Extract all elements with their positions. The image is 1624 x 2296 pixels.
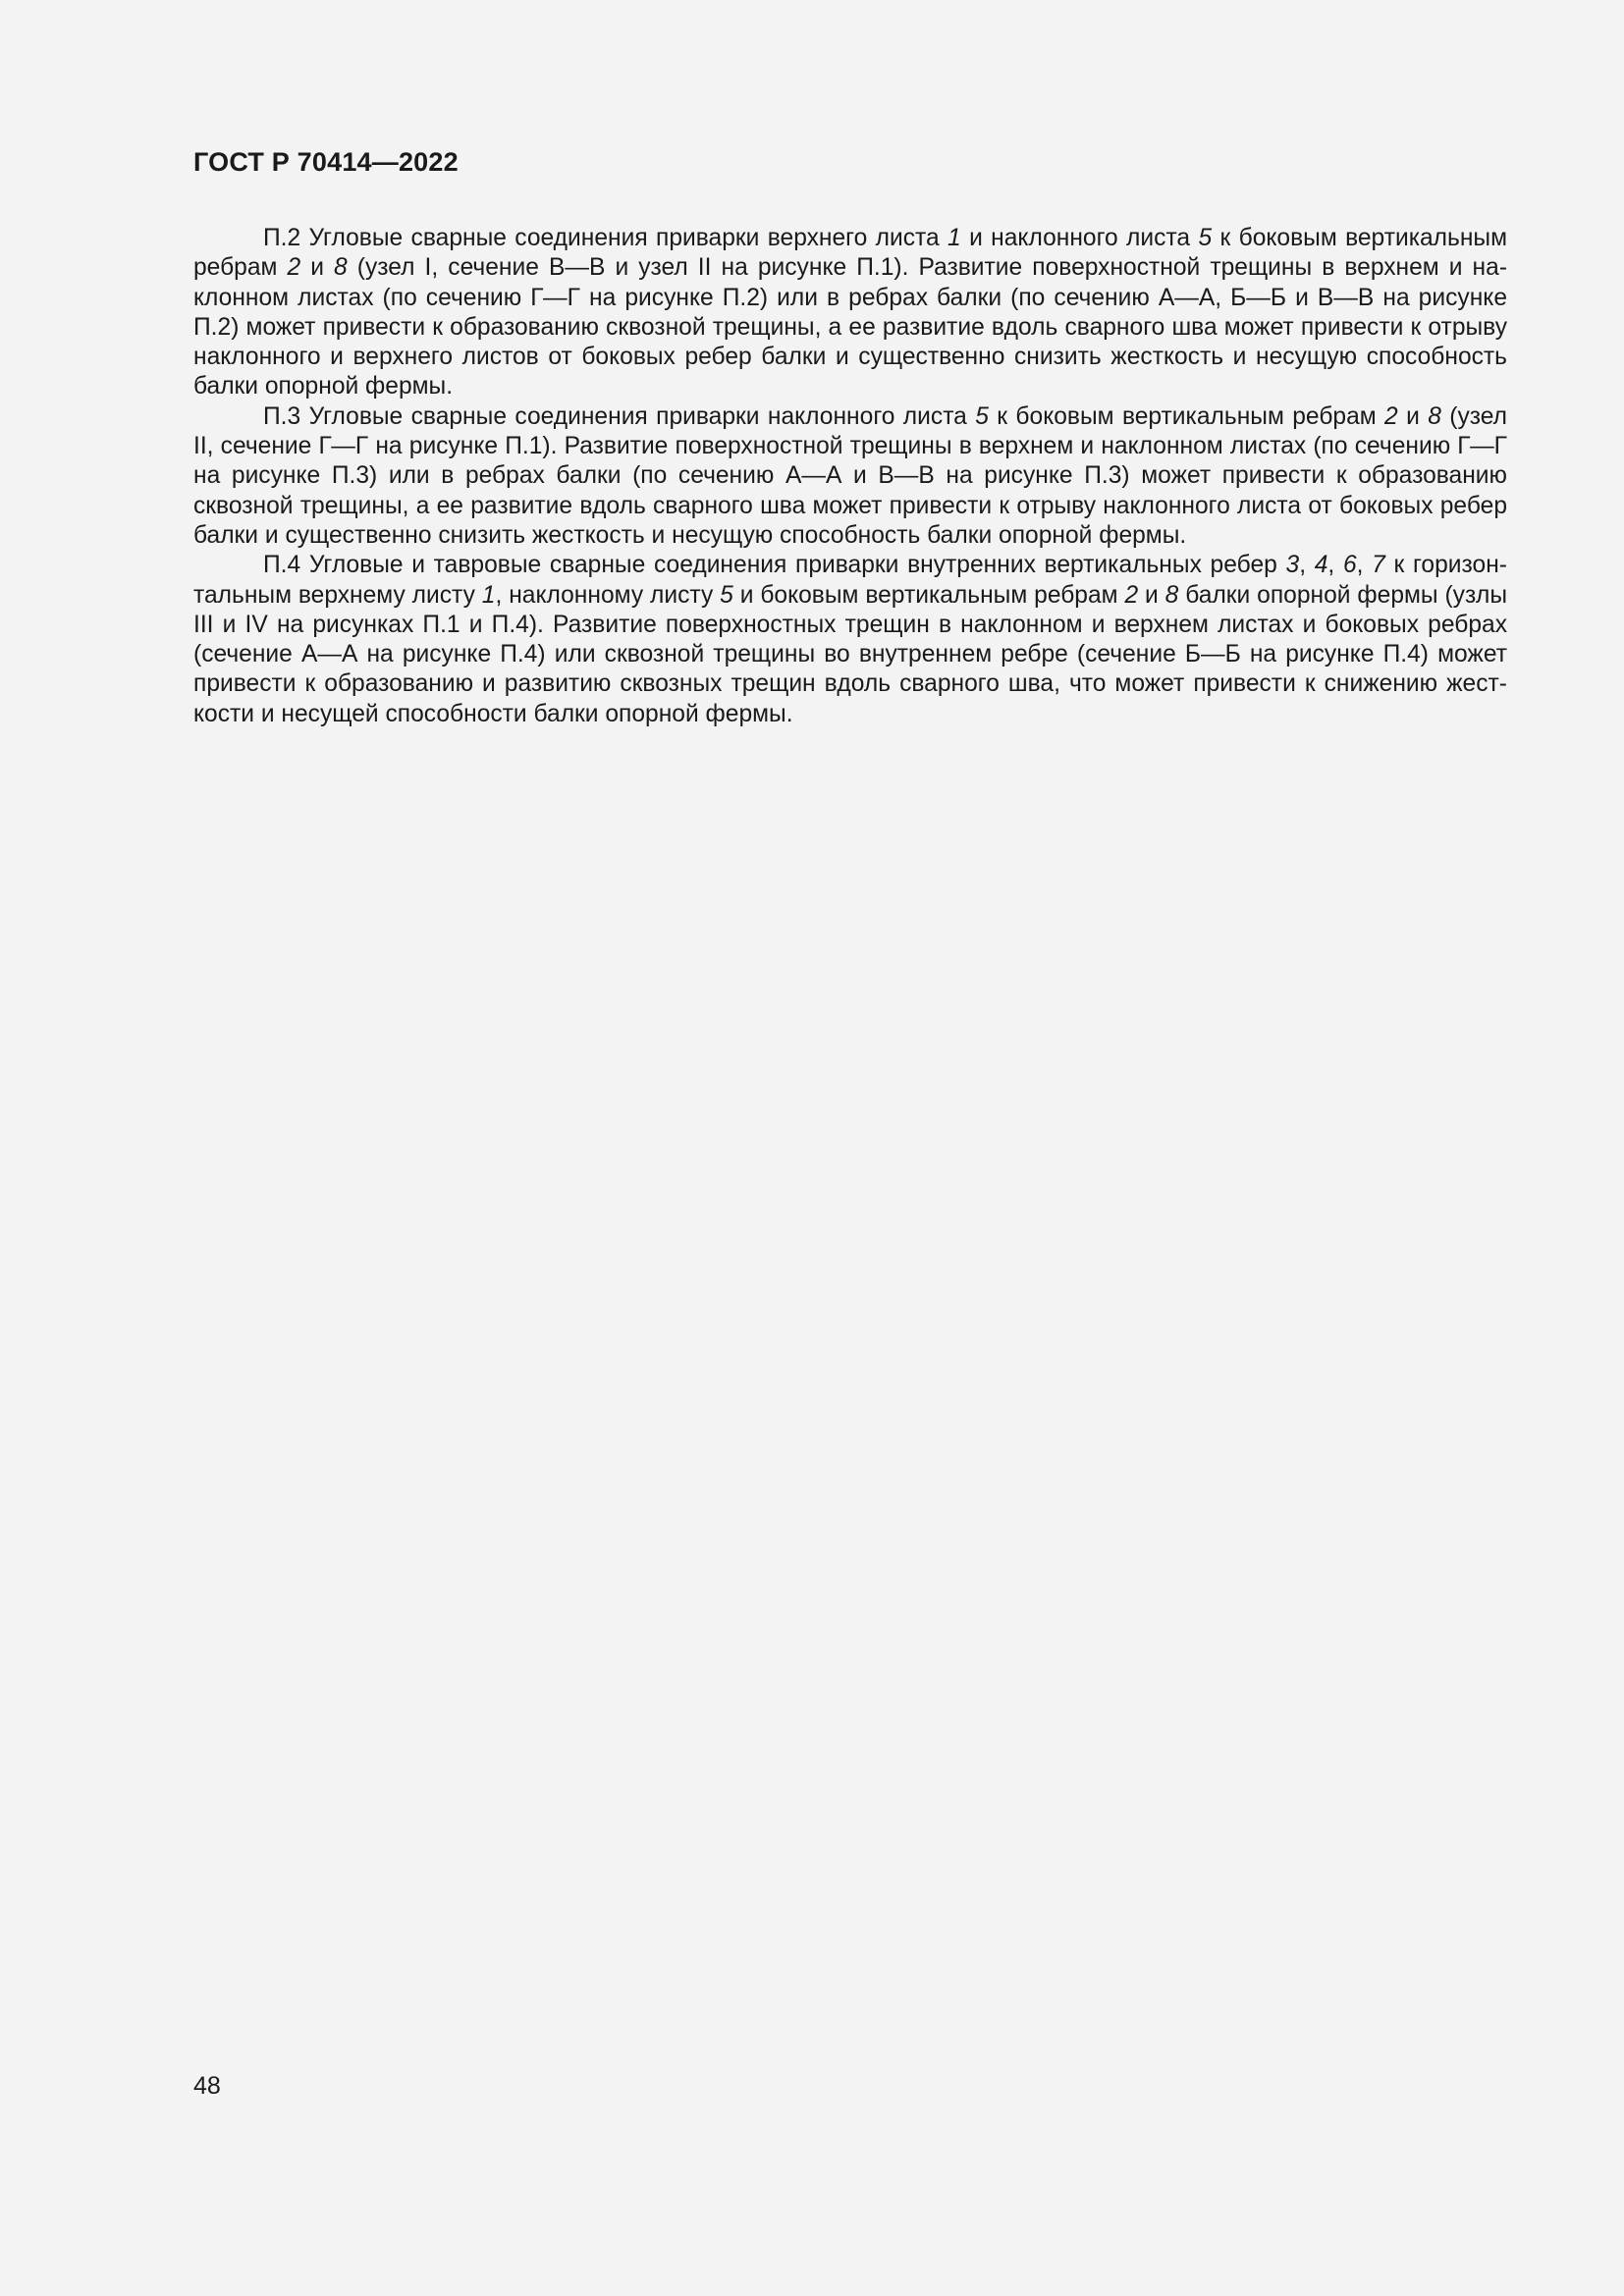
- page-number: 48: [193, 2072, 221, 2100]
- text-segment: и: [1138, 581, 1165, 609]
- reference-numeral: 2: [1124, 581, 1139, 609]
- reference-numeral: 2: [287, 254, 301, 282]
- reference-numeral: 7: [1372, 552, 1385, 579]
- text-segment: (узел I, сечение В—В и узел II на рисунке П.1). Развитие поверхностной трещины в верхнем и наклонном листах (по сечению Г—Г на рисунке П.2) или в ребрах балки (по сечению А—А, Б—Б и В—В на рисунке П.2) может привести к образованию сквозной трещины, а ее развитие вдоль сварного шва может привести к отрыву наклонного и верхнего листов от боковых ребер балки и существенно снизить жесткость и несущую способность балки опорной фермы.: [193, 254, 1508, 400]
- reference-numeral: 5: [1198, 225, 1213, 251]
- text-segment: к боковым вертикальным ребрам: [988, 402, 1385, 430]
- text-segment: балки опорной фермы (узлы III и IV на рисунках П.1 и П.4). Развитие поверхностных трещин в наклонном и верхнем листах и боковых ребрах (сечение А—А на рисунке П.4) или сквозной трещины во внутреннем ребре (сечение Б—Б на рисунке П.4) может привести к образованию и развитию сквозных трещин вдоль сварного шва, что может привести к снижению жесткости и несущей способности балки опорной фермы.: [193, 581, 1507, 727]
- reference-numeral: 4: [1314, 552, 1328, 579]
- text-segment: П.4 Угловые и тавровые сварные соединения приварки внутренних вертикальных ребер: [263, 552, 1286, 579]
- text-segment: к боковым вертикальным ребрам: [193, 225, 1508, 282]
- paragraph-p2: [193, 224, 1507, 402]
- text-segment: (узел II, сечение Г—Г на рисунке П.1). Развитие поверхностной трещины в верхнем и наклонном листах (по сечению Г—Г на рисунке П.3) или в ребрах балки (по сечению А—А и В—В на рисунке П.3) может привести к образованию сквозной трещины, а ее развитие вдоль сварного шва может привести к отрыву наклонного листа от боковых ребер балки и существенно снизить жесткость и несущую способность балки опорной фермы.: [193, 402, 1507, 549]
- reference-numeral: 6: [1342, 552, 1357, 579]
- reference-numeral: 8: [1164, 581, 1179, 609]
- document-header: ГОСТ Р 70414—2022: [193, 147, 459, 177]
- text-segment: и: [300, 254, 335, 282]
- text-segment: ,: [1327, 552, 1343, 579]
- text-segment: к горизонтальным верхнему листу: [193, 552, 1507, 609]
- paragraph-p3: [193, 402, 1507, 551]
- text-segment: , наклонному листу: [495, 581, 721, 609]
- reference-numeral: 8: [1428, 402, 1441, 430]
- reference-numeral: 1: [481, 581, 496, 609]
- reference-numeral: 5: [975, 402, 989, 430]
- text-segment: ,: [1356, 552, 1373, 579]
- text-segment: П.2 Угловые сварные соединения приварки верхнего листа: [263, 225, 948, 251]
- text-segment: П.3 Угловые сварные соединения приварки наклонного листа: [263, 402, 976, 430]
- reference-numeral: 2: [1384, 402, 1398, 430]
- reference-numeral: 3: [1285, 552, 1300, 579]
- text-segment: и наклонного листа: [960, 225, 1199, 251]
- reference-numeral: 5: [720, 581, 733, 609]
- paragraph-p4: [193, 551, 1507, 729]
- text-segment: ,: [1299, 552, 1315, 579]
- text-segment: и: [1397, 402, 1429, 430]
- reference-numeral: 1: [947, 225, 961, 251]
- reference-numeral: 8: [334, 254, 348, 282]
- document-body: [193, 224, 1507, 729]
- text-segment: и боковым вертикальным ребрам: [732, 581, 1125, 609]
